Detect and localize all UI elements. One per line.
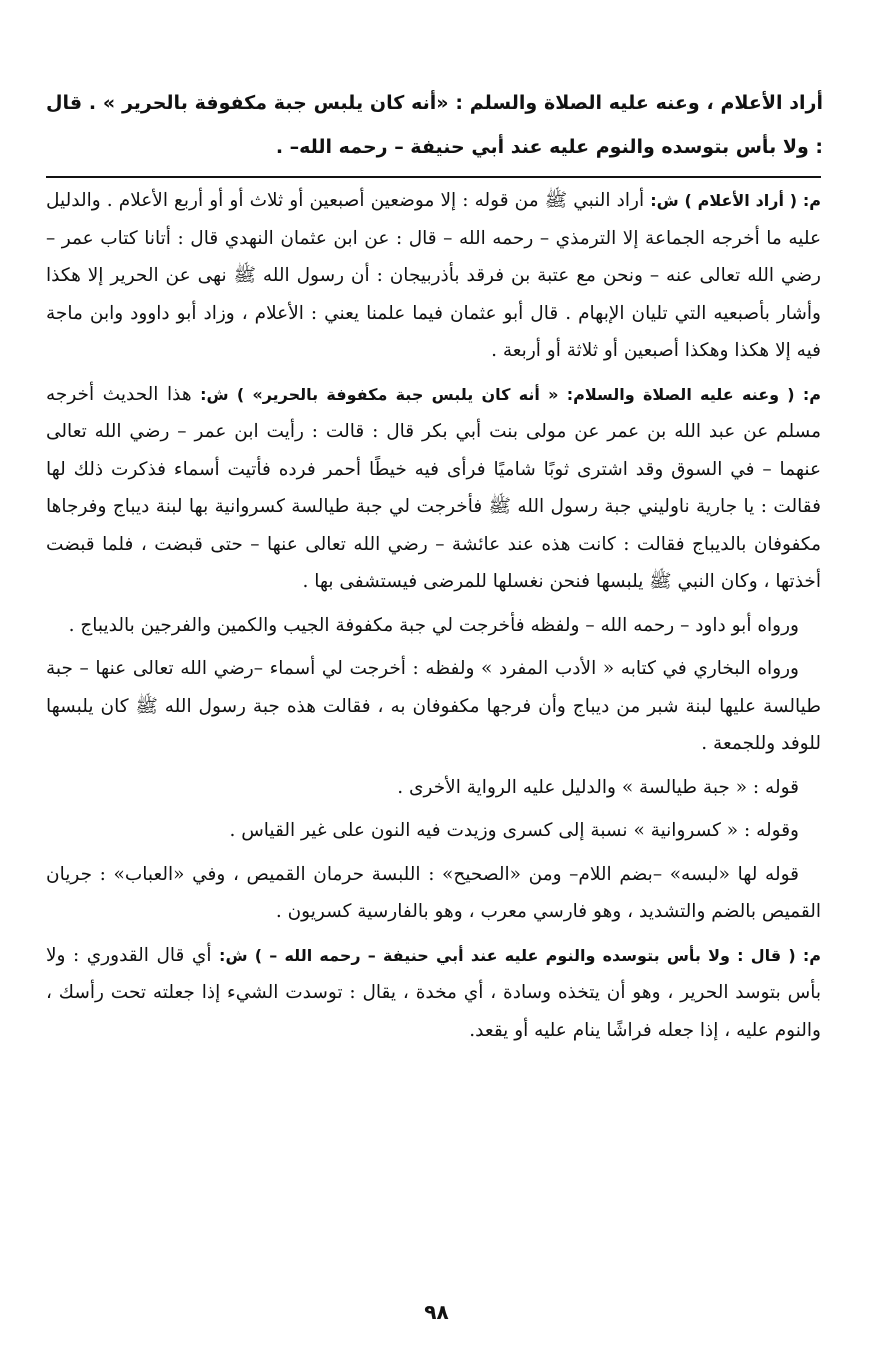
commentary-lead-8: م: ( قال : ولا بأس بتوسده والنوم عليه عند أبي حنيفة – رحمه الله – ) ش:	[219, 945, 822, 965]
commentary-paragraph-1	[46, 182, 821, 370]
commentary-lead-1: م: ( أراد الأعلام ) ش:	[650, 191, 822, 210]
commentary-body-5: قوله : « جبة طيالسة » والدليل عليه الرواية الأخرى .	[397, 776, 799, 798]
commentary-body-7: قوله لها «لبسه» –بضم اللام– ومن «الصحيح» : اللبسة حرمان القميص ، وفي «العباب» : جريان القميص بالضم والتشديد ، وهو فارسي معرب ، وهو بالفارسية كسريون .	[46, 863, 821, 922]
commentary-paragraph-2	[46, 376, 821, 601]
commentary-body-4: ورواه البخاري في كتابه « الأدب المفرد » ولفظه : أخرجت لي أسماء –رضي الله تعالى عنها – جبة طيالسة عليها لبنة شبر من ديباج وأن فرجها مكفوفان به ، فقالت هذه جبة رسول الله ﷺ كان يلبسها للوفد وللجمعة .	[46, 658, 821, 754]
commentary-paragraph-4	[46, 650, 821, 763]
matn-text: أراد الأعلام ، وعنه عليه الصلاة والسلم : «أنه كان يلبس جبة مكفوفة بالحرير » . قال : ولا بأس بتوسده والنوم عليه عند أبي حنيفة – رحمه الله– .	[46, 92, 823, 158]
commentary-paragraph-8	[46, 937, 821, 1050]
commentary-lead-2: م: ( وعنه عليه الصلاة والسلام: « أنه كان يلبس جبة مكفوفة بالحرير» ) ش:	[200, 384, 821, 404]
commentary-paragraph-3	[46, 607, 821, 645]
commentary-body-8: أي قال القدوري : ولا بأس بتوسد الحرير ، وهو أن يتخذه وسادة ، أي مخدة ، يقال : توسدت الشيء إذا جعلته تحت رأسك ، والنوم عليه ، إذا جعله فراشًا ينام عليه أو يقعد.	[46, 944, 821, 1041]
commentary-paragraph-6	[46, 812, 821, 850]
page-number: ٩٨	[424, 1300, 449, 1324]
commentary-body-1: أراد النبي ﷺ من قوله : إلا موضعين أصبعين أو ثلاث أو أو أربع الأعلام . والدليل عليه ما أخرجه الجماعة إلا الترمذي – رحمه الله – قال : عن ابن عثمان النهدي قال : أتانا كتاب عمر – رضي الله تعالى عنه – ونحن مع عتبة بن فرقد بأذربيجان : أن رسول الله ﷺ نهى عن الحرير إلا هكذا وأشار بأصبعيه التي تليان الإبهام . قال أبو عثمان فيما علمنا يعني : الأعلام ، وزاد أبو داوود وابن ماجة فيه إلا هكذا وهكذا أصبعين أو ثلاثة أو أربعة .	[46, 190, 821, 361]
commentary-paragraph-5	[46, 769, 821, 807]
commentary-body-6: وقوله : « كسروانية » نسبة إلى كسرى وزيدت فيه النون على غير القياس .	[229, 820, 799, 841]
commentary-body-3: ورواه أبو داود – رحمه الله – ولفظه فأخرجت لي جبة مكفوفة الجيب والكمين والفرجين بالديباج .	[68, 614, 799, 636]
commentary-body-2: هذا الحديث أخرجه مسلم عن عبد الله بن عمر عن مولى بنت أبي بكر قال : قالت : رأيت ابن عمر – رضي الله تعالى عنهما – في السوق وقد اشترى ثوبًا شاميًا فرأى فيه خيطًا أحمر فرده فأتيت أسماء فذكرت ذلك لها فقالت : يا جارية ناوليني جبة رسول الله ﷺ فأخرجت لي جبة طيالسة كسروانية بها لبنة ديباج وفرجاها مكفوفان بالديباج فقالت : كانت هذه عند عائشة – رضي الله تعالى عنها – حتى قبضت ، فلما قبضت أخذتها ، وكان النبي ﷺ يلبسها فنحن نغسلها للمرضى فيستشفى بها .	[46, 383, 821, 592]
separator-rule	[46, 176, 821, 178]
commentary-section	[46, 182, 821, 1055]
commentary-paragraph-7	[46, 856, 821, 931]
